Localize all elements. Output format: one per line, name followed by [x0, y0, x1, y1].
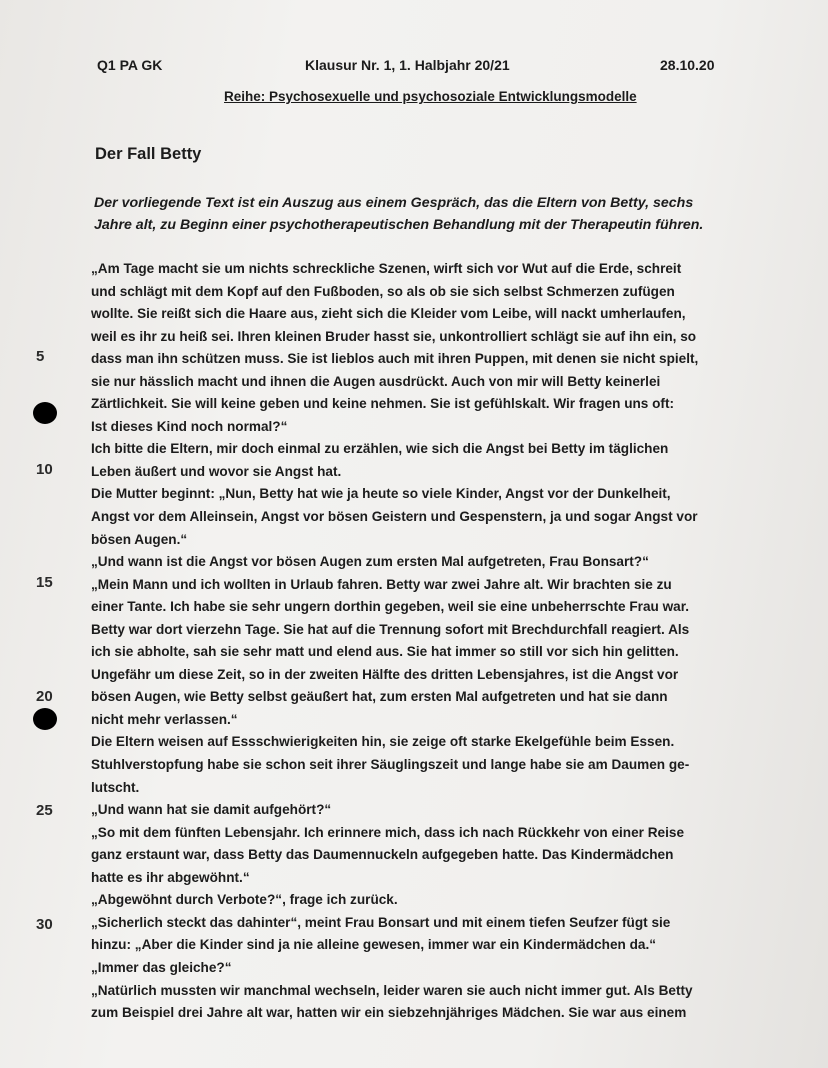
text-line: ich sie abholte, sah sie sehr matt und elend aus. Sie hat immer so still vor sich hin gelitten. [91, 644, 679, 660]
text-line: „Immer das gleiche?“ [91, 959, 232, 975]
text-line: „Mein Mann und ich wollten in Urlaub fahren. Betty war zwei Jahre alt. Wir brachten sie zu [91, 576, 672, 592]
case-title: Der Fall Betty [95, 145, 202, 163]
exam-date: 28.10.20 [660, 57, 715, 73]
text-line: „So mit dem fünften Lebensjahr. Ich erinnere mich, dass ich nach Rückkehr von einer Reise [91, 824, 685, 840]
text-line: „Natürlich mussten wir manchmal wechseln, leider waren sie auch nicht immer gut. Als Betty [91, 982, 693, 998]
text-line: lutscht. [91, 779, 140, 795]
line-number-10: 10 [36, 461, 53, 478]
text-line: „Sicherlich steckt das dahinter“, meint Frau Bonsart und mit einem tiefen Seufzer fügt sie [91, 914, 671, 930]
punch-hole [33, 402, 57, 424]
text-line: Ist dieses Kind noch normal?“ [91, 418, 288, 434]
text-line: bösen Augen, wie Betty selbst geäußert hat, zum ersten Mal aufgetreten und hat sie dann [91, 689, 668, 705]
dialogue-text [91, 258, 715, 1025]
text-line: dass man ihn schützen muss. Sie ist lieblos auch mit ihren Puppen, mit denen sie nicht spielt, [91, 351, 699, 367]
line-number-30: 30 [36, 916, 53, 933]
text-line: weil es ihr zu heiß sei. Ihren kleinen Bruder hasst sie, unkontrolliert schlägt sie auf ihn ein, so [91, 328, 697, 344]
course-label: Q1 PA GK [97, 57, 163, 73]
exam-title: Klausur Nr. 1, 1. Halbjahr 20/21 [305, 57, 510, 73]
text-line: bösen Augen.“ [91, 531, 188, 547]
text-line: Ungefähr um diese Zeit, so in der zweiten Hälfte des dritten Lebensjahres, ist die Angst vor [91, 666, 679, 682]
text-line: „Und wann ist die Angst vor bösen Augen zum ersten Mal aufgetreten, Frau Bonsart?“ [91, 554, 649, 570]
text-line: Leben äußert und wovor sie Angst hat. [91, 463, 342, 479]
text-line: einer Tante. Ich habe sie sehr ungern dorthin gegeben, weil sie eine unbeherrschte Frau war. [91, 599, 690, 615]
text-line: hinzu: „Aber die Kinder sind ja nie alleine gewesen, immer war ein Kindermädchen da.“ [91, 937, 657, 953]
line-number-15: 15 [36, 574, 53, 591]
line-number-5: 5 [36, 348, 45, 365]
text-line: zum Beispiel drei Jahre alt war, hatten wir ein siebzehnjähriges Mädchen. Sie war aus einem [91, 1005, 687, 1021]
text-line: hatte es ihr abgewöhnt.“ [91, 869, 250, 885]
text-line: Zärtlichkeit. Sie will keine geben und keine nehmen. Sie ist gefühlskalt. Wir fragen uns oft: [91, 396, 675, 412]
text-line: nicht mehr verlassen.“ [91, 711, 238, 727]
intro-paragraph: Der vorliegende Text ist ein Auszug aus einem Gespräch, das die Eltern von Betty, sechs Jahre alt, zu Beginn einer psychotherapeutischen Behandlung mit der Therapeutin führen. [94, 195, 704, 233]
text-line: „Am Tage macht sie um nichts schreckliche Szenen, wirft sich vor Wut auf die Erde, schreit [91, 261, 682, 276]
text-line: „Und wann hat sie damit aufgehört?“ [91, 802, 332, 818]
text-line: Stuhlverstopfung habe sie schon seit ihrer Säuglingszeit und lange habe sie am Daumen ge- [91, 757, 690, 773]
text-line: und schlägt mit dem Kopf auf den Fußboden, so als ob sie sich selbst Schmerzen zufügen [91, 283, 675, 299]
text-line: Ich bitte die Eltern, mir doch einmal zu erzählen, wie sich die Angst bei Betty im täglichen [91, 441, 669, 457]
text-line: ganz erstaunt war, dass Betty das Daumennuckeln aufgegeben hatte. Das Kindermädchen [91, 847, 674, 863]
text-line: Angst vor dem Alleinsein, Angst vor bösen Geistern und Gespenstern, ja und sogar Angst vor [91, 509, 698, 525]
text-line: Die Mutter beginnt: „Nun, Betty hat wie ja heute so viele Kinder, Angst vor der Dunkelheit, [91, 486, 671, 502]
text-line: „Abgewöhnt durch Verbote?“, frage ich zurück. [91, 892, 398, 908]
text-line: Die Eltern weisen auf Essschwierigkeiten hin, sie zeige oft starke Ekelgefühle beim Essen. [91, 734, 675, 750]
punch-hole [33, 708, 57, 730]
text-line: sie nur hässlich macht und ihnen die Augen ausdrückt. Auch von mir will Betty keinerlei [91, 373, 661, 389]
line-number-25: 25 [36, 802, 53, 819]
text-line: Betty war dort vierzehn Tage. Sie hat auf die Trennung sofort mit Brechdurchfall reagiert. Als [91, 621, 690, 637]
text-line: wollte. Sie reißt sich die Haare aus, zieht sich die Kleider vom Leibe, will nackt umherlaufen, [91, 306, 686, 322]
series-title: Reihe: Psychosexuelle und psychosoziale Entwicklungsmodelle [224, 89, 637, 104]
line-number-20: 20 [36, 688, 53, 705]
